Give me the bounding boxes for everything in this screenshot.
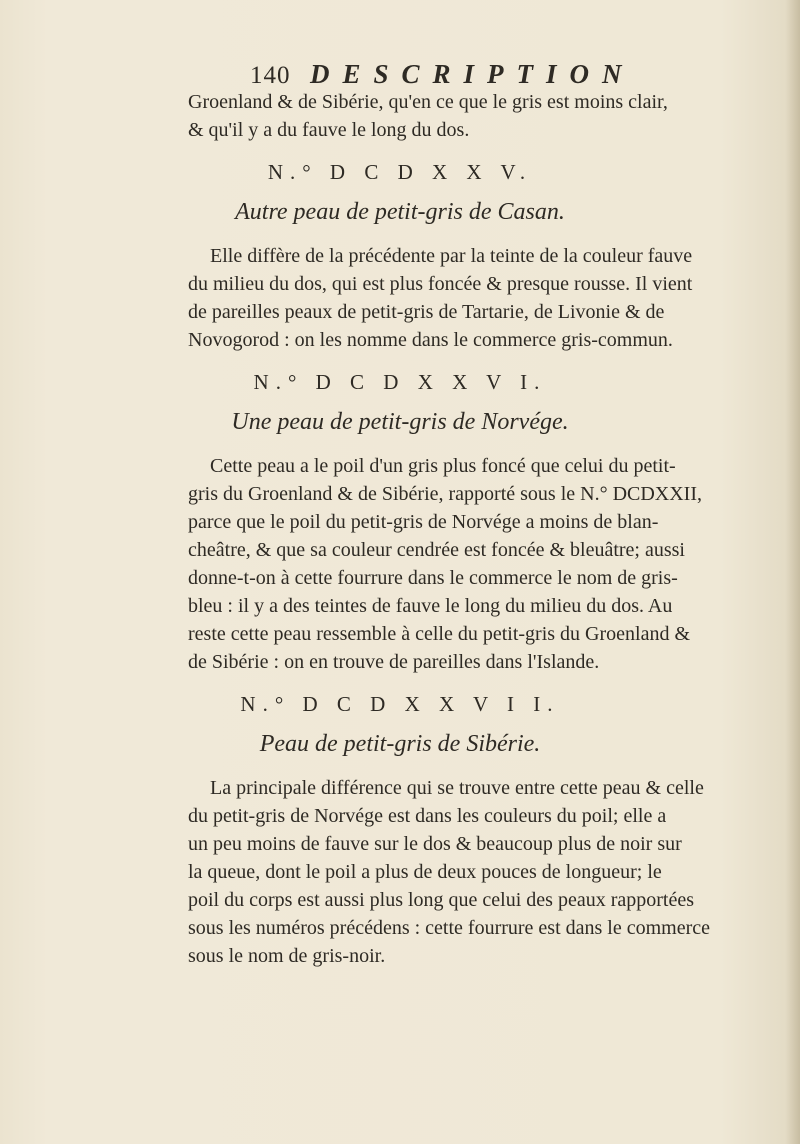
text-line: & qu'il y a du fauve le long du dos. [188, 119, 470, 141]
entry-dcdxxvi [188, 362, 703, 676]
text-line: de pareilles peaux de petit-gris de Tartarie, de Livonie & de [188, 301, 665, 323]
text-line: poil du corps est aussi plus long que celui des peaux rapportées [188, 889, 694, 911]
entry-paragraph [188, 774, 711, 970]
running-title: DESCRIPTION [310, 59, 635, 89]
text-line: du petit-gris de Norvége est dans les couleurs du poil; elle a [188, 805, 667, 827]
text-body [188, 88, 711, 970]
text-line: cheâtre, & que sa couleur cendrée est foncée & bleuâtre; aussi [188, 539, 685, 561]
entry-title: Peau de petit-gris de Sibérie. [259, 731, 541, 757]
entry-number: N.° D C D X X V. [267, 160, 533, 184]
text-line: donne-t-on à cette fourrure dans le commerce le nom de gris- [188, 567, 678, 589]
text-line: gris du Groenland & de Sibérie, rapporté sous le N.° DCDXXII, [188, 483, 703, 505]
text-line: Cette peau a le poil d'un gris plus foncé que celui du petit- [210, 455, 676, 477]
entry-title: Autre peau de petit-gris de Casan. [235, 199, 565, 225]
text-line: La principale différence qui se trouve entre cette peau & celle [210, 777, 704, 799]
text-line: la queue, dont le poil a plus de deux pouces de longueur; le [188, 861, 662, 883]
entry-number: N.° D C D X X V I I. [240, 692, 560, 716]
text-line: bleu : il y a des teintes de fauve le long du milieu du dos. Au [188, 595, 673, 617]
page-number: 140 [250, 62, 291, 89]
text-line: Groenland & de Sibérie, qu'en ce que le gris est moins clair, [188, 91, 668, 113]
text-line: de Sibérie : on en trouve de pareilles dans l'Islande. [188, 651, 600, 673]
text-line: parce que le poil du petit-gris de Norvége a moins de blan- [188, 511, 659, 533]
text-line: sous le nom de gris-noir. [188, 945, 386, 967]
text-line: un peu moins de fauve sur le dos & beaucoup plus de noir sur [188, 833, 682, 855]
entry-number: N.° D C D X X V I. [253, 370, 547, 394]
text-line: Elle diffère de la précédente par la teinte de la couleur fauve [210, 245, 693, 267]
entry-dcdxxv [188, 152, 693, 354]
entry-paragraph [188, 452, 703, 676]
text-line: sous les numéros précédens : cette fourrure est dans le commerce [188, 917, 711, 939]
text-line: Novogorod : on les nomme dans le commerce gris-commun. [188, 329, 673, 351]
text-line: du milieu du dos, qui est plus foncée & presque rousse. Il vient [188, 273, 693, 295]
entry-dcdxxvii [188, 684, 711, 970]
entry-title: Une peau de petit-gris de Norvége. [231, 409, 569, 435]
entry-paragraph [188, 242, 693, 354]
text-line: reste cette peau ressemble à celle du petit-gris du Groenland & [188, 623, 691, 645]
intro-paragraph [188, 88, 668, 144]
page-edge-shadow [786, 0, 800, 1144]
